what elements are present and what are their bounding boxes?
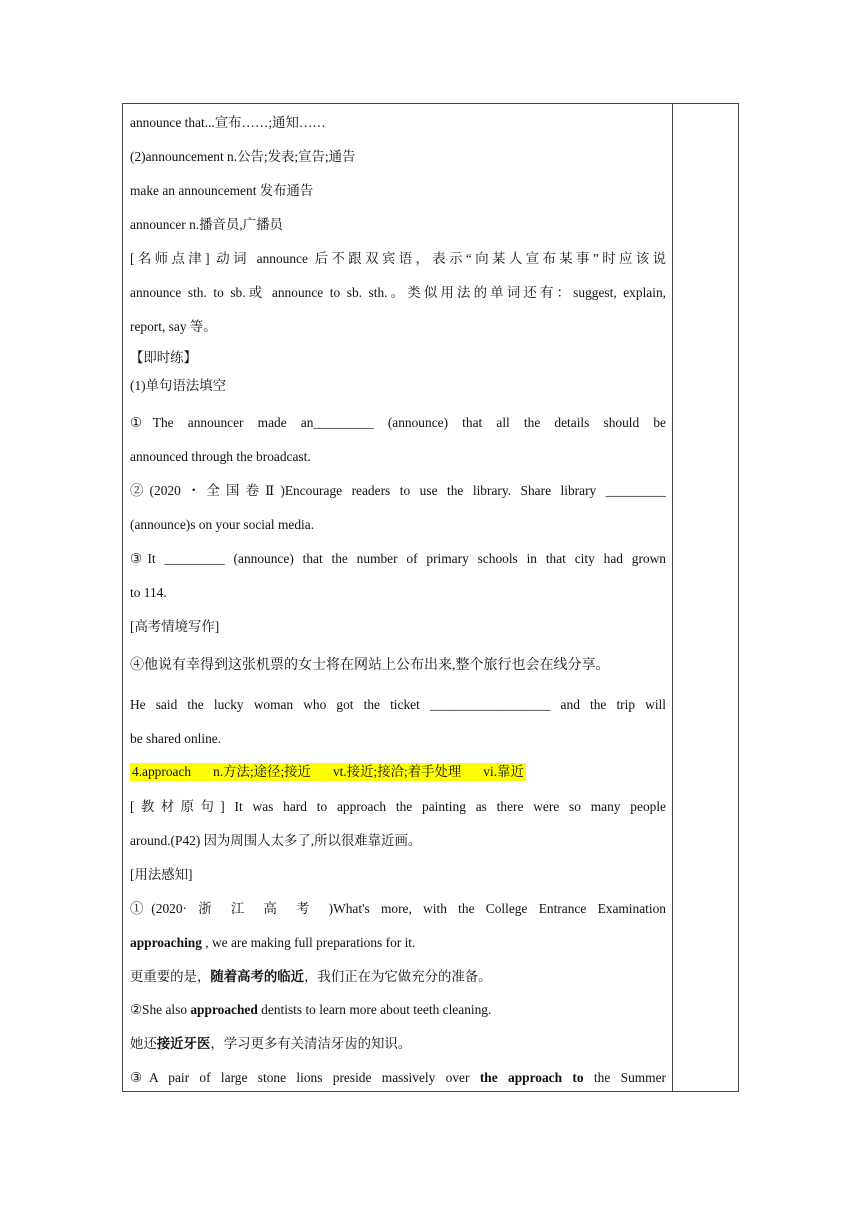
text-line: (2)announcement n.公告;发表;宣告;通告 [130, 149, 356, 164]
column-divider [672, 104, 673, 1091]
document-table [122, 103, 739, 1092]
text-line: (announce)s on your social media. [130, 517, 315, 532]
section-heading: [用法感知] [130, 867, 193, 882]
exercise-line: ②(2020・全国卷Ⅱ)Encourage readers to use the library. Share library _________ [130, 483, 666, 498]
example-line: ①(2020· 浙 江 高 考 )What's more, with the College Entrance Examination [130, 901, 666, 916]
vocab-heading [130, 763, 666, 781]
section-heading: 【即时练】 [130, 350, 197, 365]
text-line: announcer n.播音员,广播员 [130, 217, 283, 232]
text-line: He said the lucky woman who got the ticket __________________ and the trip will [130, 697, 666, 712]
example-line: ②She also approached dentists to learn more about teeth cleaning. [130, 1002, 492, 1017]
highlighted-entry: 4.approach n.方法;途径;接近 vt.接近;接洽;着手处理 vi.靠近 [132, 764, 524, 779]
example-line: approaching , we are making full preparations for it. [130, 935, 416, 950]
exercise-line: ④他说有幸得到这张机票的女士将在网站上公布出来,整个旅行也会在线分享。 [130, 658, 610, 673]
text-line: to 114. [130, 585, 167, 600]
text-line: [名师点津] 动词 announce 后不跟双宾语，表示“向某人宣布某事”时应该说 [130, 251, 666, 266]
text-line: (1)单句语法填空 [130, 378, 226, 393]
text-line: report, say 等。 [130, 319, 217, 334]
text-line: around.(P42) 因为周围人太多了,所以很难靠近画。 [130, 833, 422, 848]
text-line: be shared online. [130, 731, 222, 746]
example-line: ③A pair of large stone lions preside massively over the approach to the Summer [130, 1070, 666, 1085]
exercise-line: ③It _________ (announce) that the number of primary schools in that city had grown [130, 551, 666, 566]
text-line: announce sth. to sb.或 announce to sb. sth.。类似用法的单词还有：suggest, explain, [130, 285, 666, 300]
text-line: announced through the broadcast. [130, 449, 311, 464]
translation-line: 她还接近牙医，学习更多有关清洁牙齿的知识。 [130, 1036, 412, 1051]
text-line: announce that...宣布……;通知…… [130, 115, 326, 130]
translation-line: 更重要的是，随着高考的临近，我们正在为它做充分的准备。 [130, 969, 492, 984]
exercise-line: ①The announcer made an_________ (announce) that all the details should be [130, 415, 666, 430]
text-line: [教材原句] It was hard to approach the painting as there were so many people [130, 799, 666, 814]
section-heading: [高考情境写作] [130, 619, 220, 634]
text-line: make an announcement 发布通告 [130, 183, 314, 198]
